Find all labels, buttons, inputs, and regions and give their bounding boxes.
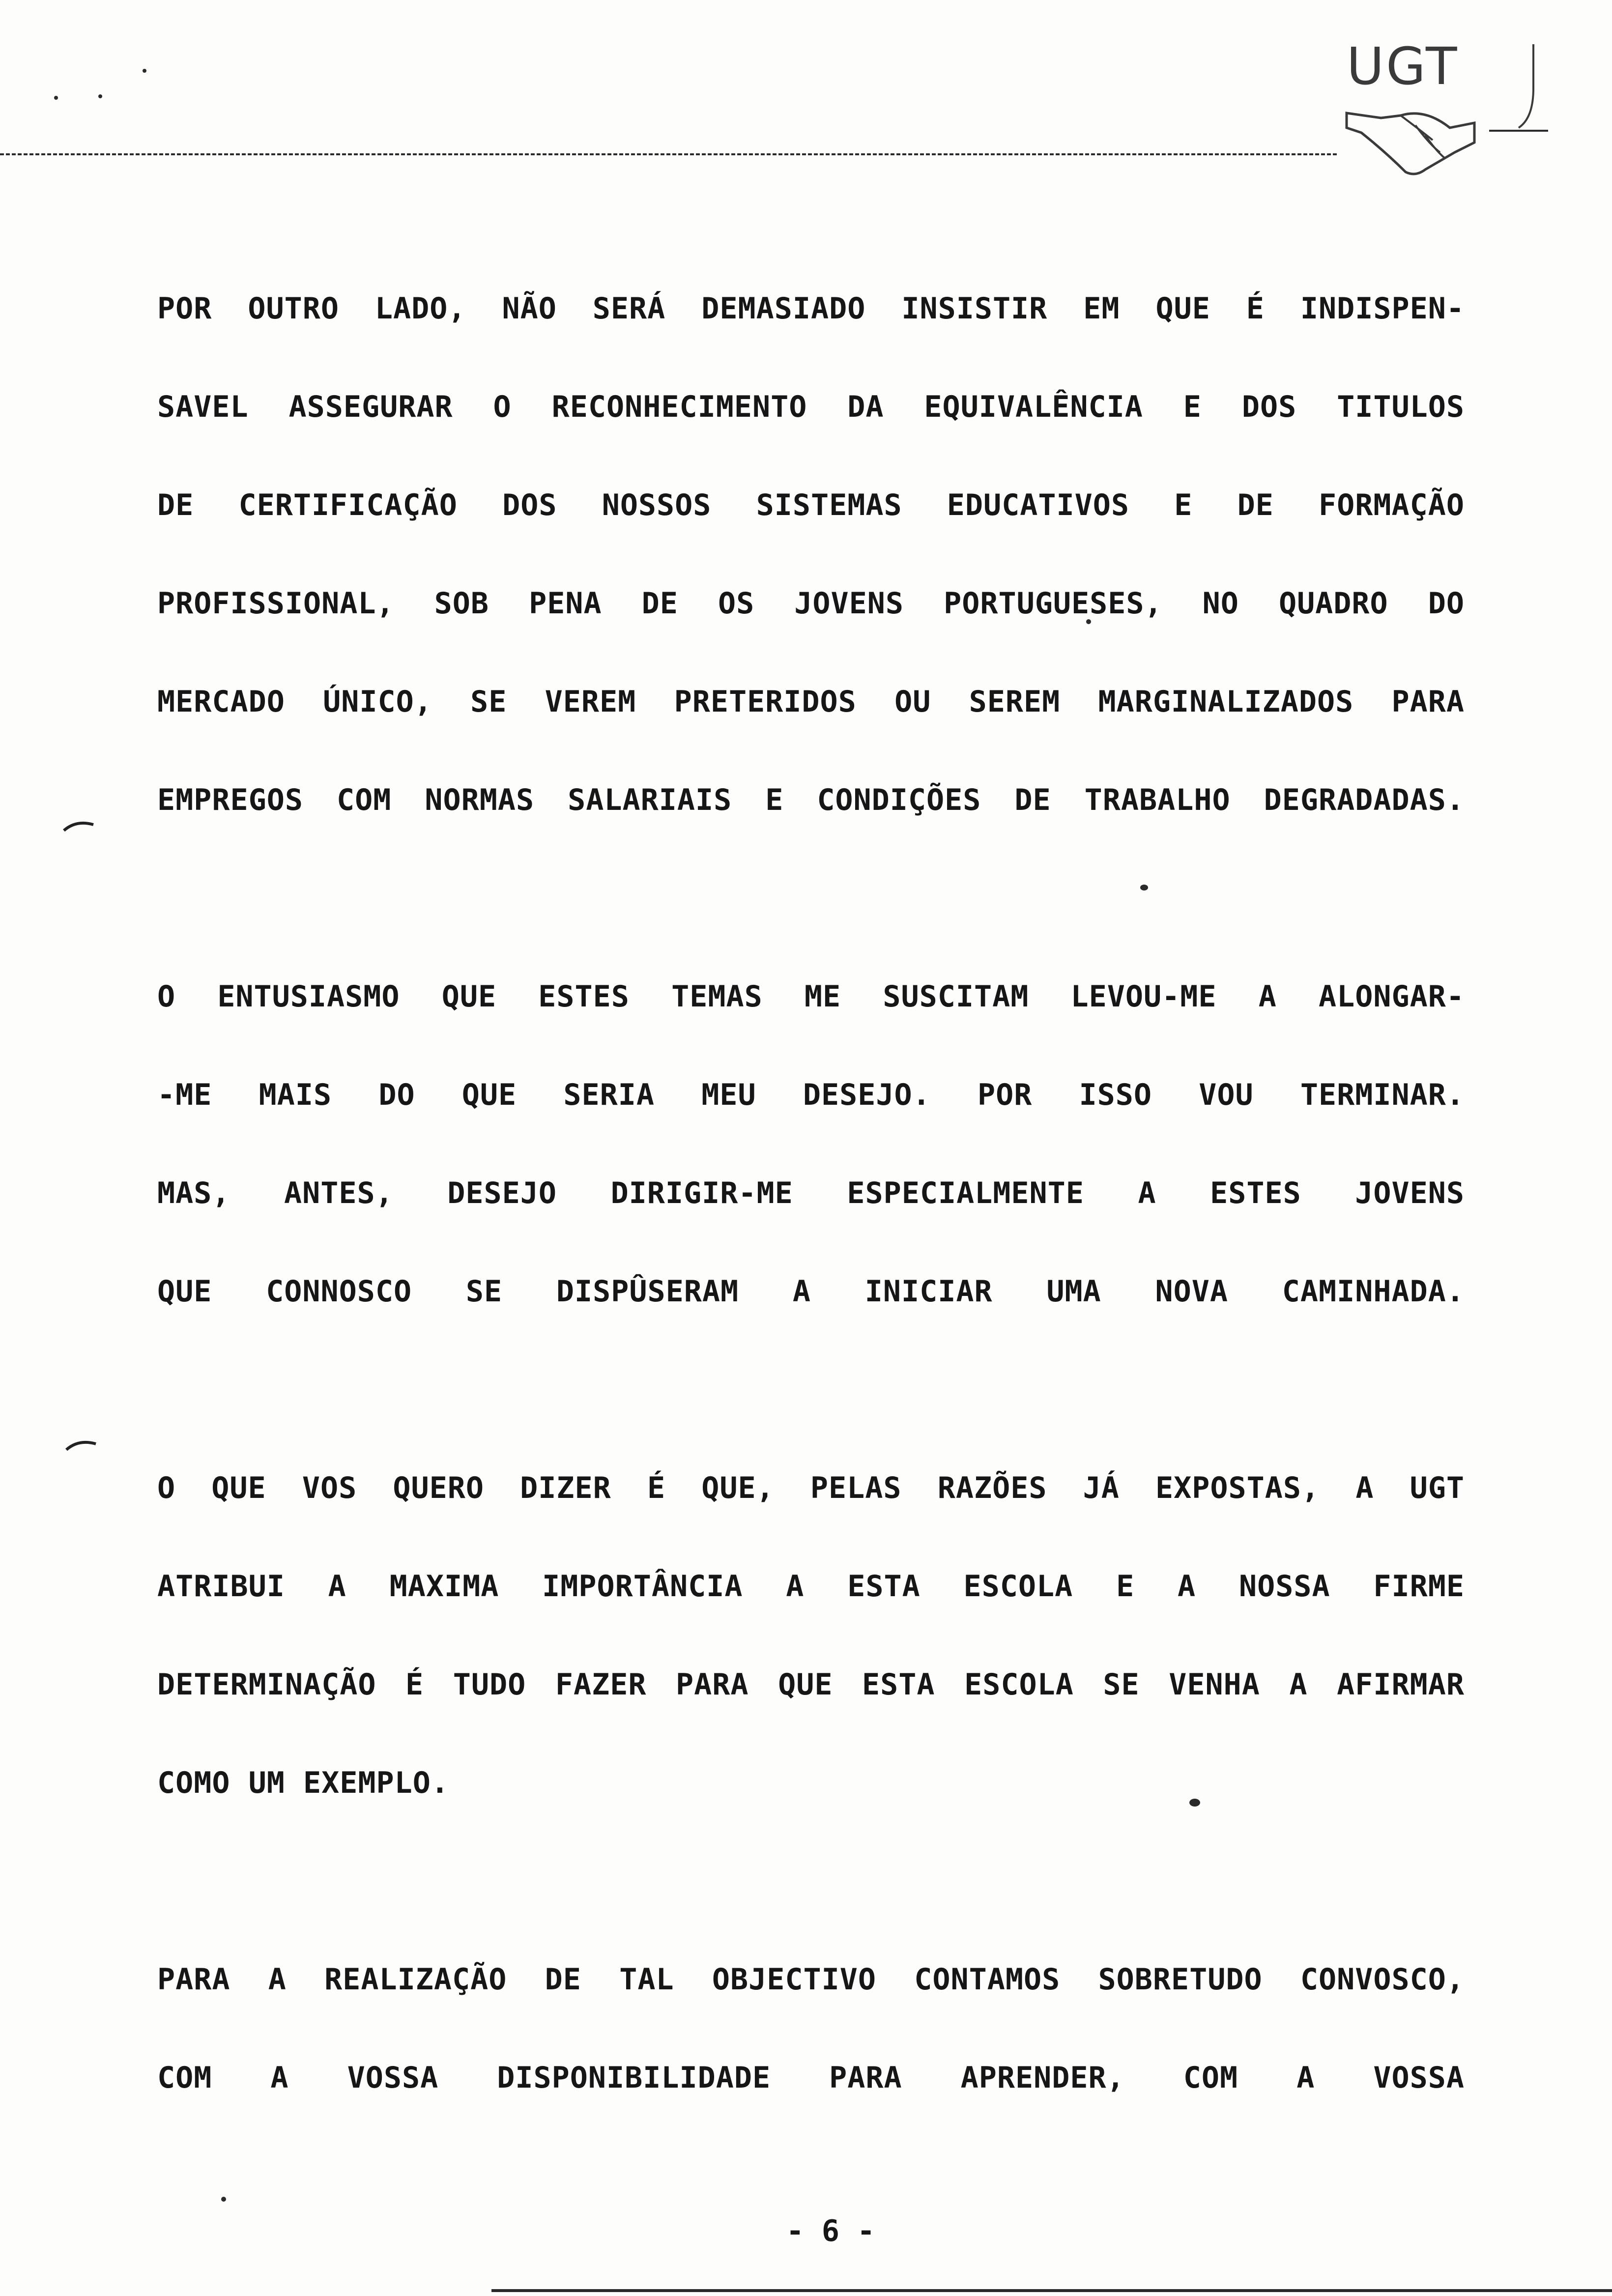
- text-line: -ME MAIS DO QUE SERIA MEU DESEJO. POR ISSO VOU TERMINAR.: [157, 1078, 1465, 1112]
- scan-speck: [98, 94, 102, 98]
- scan-speck: [54, 96, 58, 100]
- paragraph-4: [157, 1930, 1465, 2127]
- logo-text: UGT: [1347, 36, 1459, 96]
- page-number: - 6 -: [786, 2214, 875, 2248]
- header-rule: [0, 153, 1337, 155]
- text-line: QUE CONNOSCO SE DISPÛSERAM A INICIAR UMA NOVA CAMINHADA.: [157, 1274, 1465, 1309]
- scan-speck: [221, 2197, 226, 2202]
- text-line: EMPREGOS COM NORMAS SALARIAIS E CONDIÇÕES DE TRABALHO DEGRADADAS.: [157, 783, 1465, 817]
- text-line: O ENTUSIASMO QUE ESTES TEMAS ME SUSCITAM LEVOU-ME A ALONGAR-: [157, 979, 1465, 1014]
- text-line: DETERMINAÇÃO É TUDO FAZER PARA QUE ESTA ESCOLA SE VENHA A AFIRMAR: [157, 1667, 1465, 1702]
- text-line: PROFISSIONAL, SOB PENA DE OS JOVENS PORTUGUESES, NO QUADRO DO: [157, 586, 1465, 621]
- margin-mark: [61, 816, 96, 835]
- paragraph-3: [157, 1439, 1465, 1832]
- footer-rule: [491, 2289, 1612, 2292]
- ugt-logo: [1327, 29, 1563, 187]
- text-line: MAS, ANTES, DESEJO DIRIGIR-ME ESPECIALMENTE A ESTES JOVENS: [157, 1176, 1465, 1210]
- text-line: O QUE VOS QUERO DIZER É QUE, PELAS RAZÕES JÁ EXPOSTAS, A UGT: [157, 1471, 1465, 1505]
- paragraph-1: [157, 259, 1465, 849]
- text-line: SAVEL ASSEGURAR O RECONHECIMENTO DA EQUIVALÊNCIA E DOS TITULOS: [157, 390, 1465, 424]
- margin-mark: [64, 1435, 98, 1455]
- paragraph-2: [157, 947, 1465, 1341]
- text-line: COM A VOSSA DISPONIBILIDADE PARA APRENDER, COM A VOSSA: [157, 2061, 1465, 2095]
- text-line: POR OUTRO LADO, NÃO SERÁ DEMASIADO INSISTIR EM QUE É INDISPEN-: [157, 291, 1465, 326]
- text-line: DE CERTIFICAÇÃO DOS NOSSOS SISTEMAS EDUCATIVOS E DE FORMAÇÃO: [157, 488, 1465, 522]
- text-line: MERCADO ÚNICO, SE VEREM PRETERIDOS OU SEREM MARGINALIZADOS PARA: [157, 685, 1465, 719]
- scan-speck: [143, 69, 146, 73]
- text-line: ATRIBUI A MAXIMA IMPORTÂNCIA A ESTA ESCOLA E A NOSSA FIRME: [157, 1569, 1465, 1604]
- scan-speck: [1140, 885, 1148, 890]
- text-line: PARA A REALIZAÇÃO DE TAL OBJECTIVO CONTAMOS SOBRETUDO CONVOSCO,: [157, 1962, 1465, 1997]
- text-line: COMO UM EXEMPLO.: [157, 1766, 449, 1800]
